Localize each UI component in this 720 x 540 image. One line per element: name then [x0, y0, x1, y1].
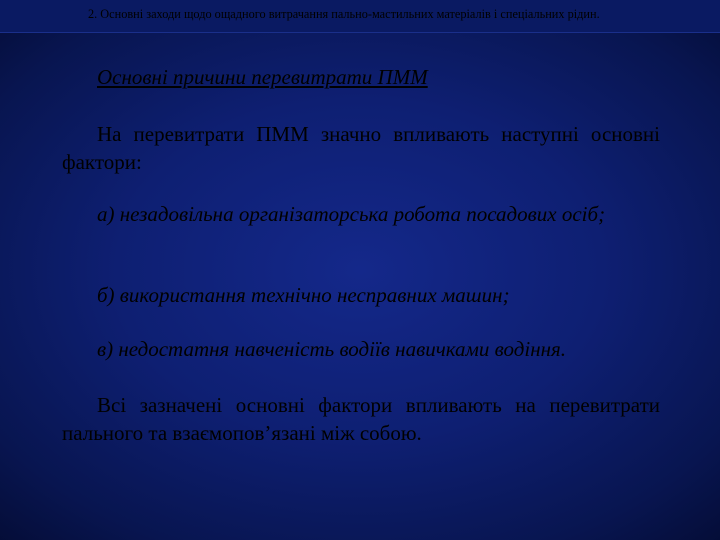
paragraph-intro: На перевитрати ПММ значно впливають наступні основні фактори:	[62, 122, 660, 174]
paragraph-conclusion: Всі зазначені основні фактори впливають на перевитрати пального та взаємопов’язані між собою.	[62, 393, 660, 445]
header-bar	[0, 0, 720, 33]
list-item-a: а) незадовільна організаторська робота посадових осіб;	[97, 202, 606, 226]
header-text: 2. Основні заходи щодо ощадного витрачання пально-мастильних матеріалів і спеціальних рідин.	[88, 7, 600, 21]
list-item-b: б) використання технічно несправних машин;	[97, 283, 510, 307]
slide-title: Основні причини перевитрати ПММ	[97, 65, 428, 89]
list-item-c: в) недостатня навченість водіїв навичками водіння.	[97, 337, 567, 361]
